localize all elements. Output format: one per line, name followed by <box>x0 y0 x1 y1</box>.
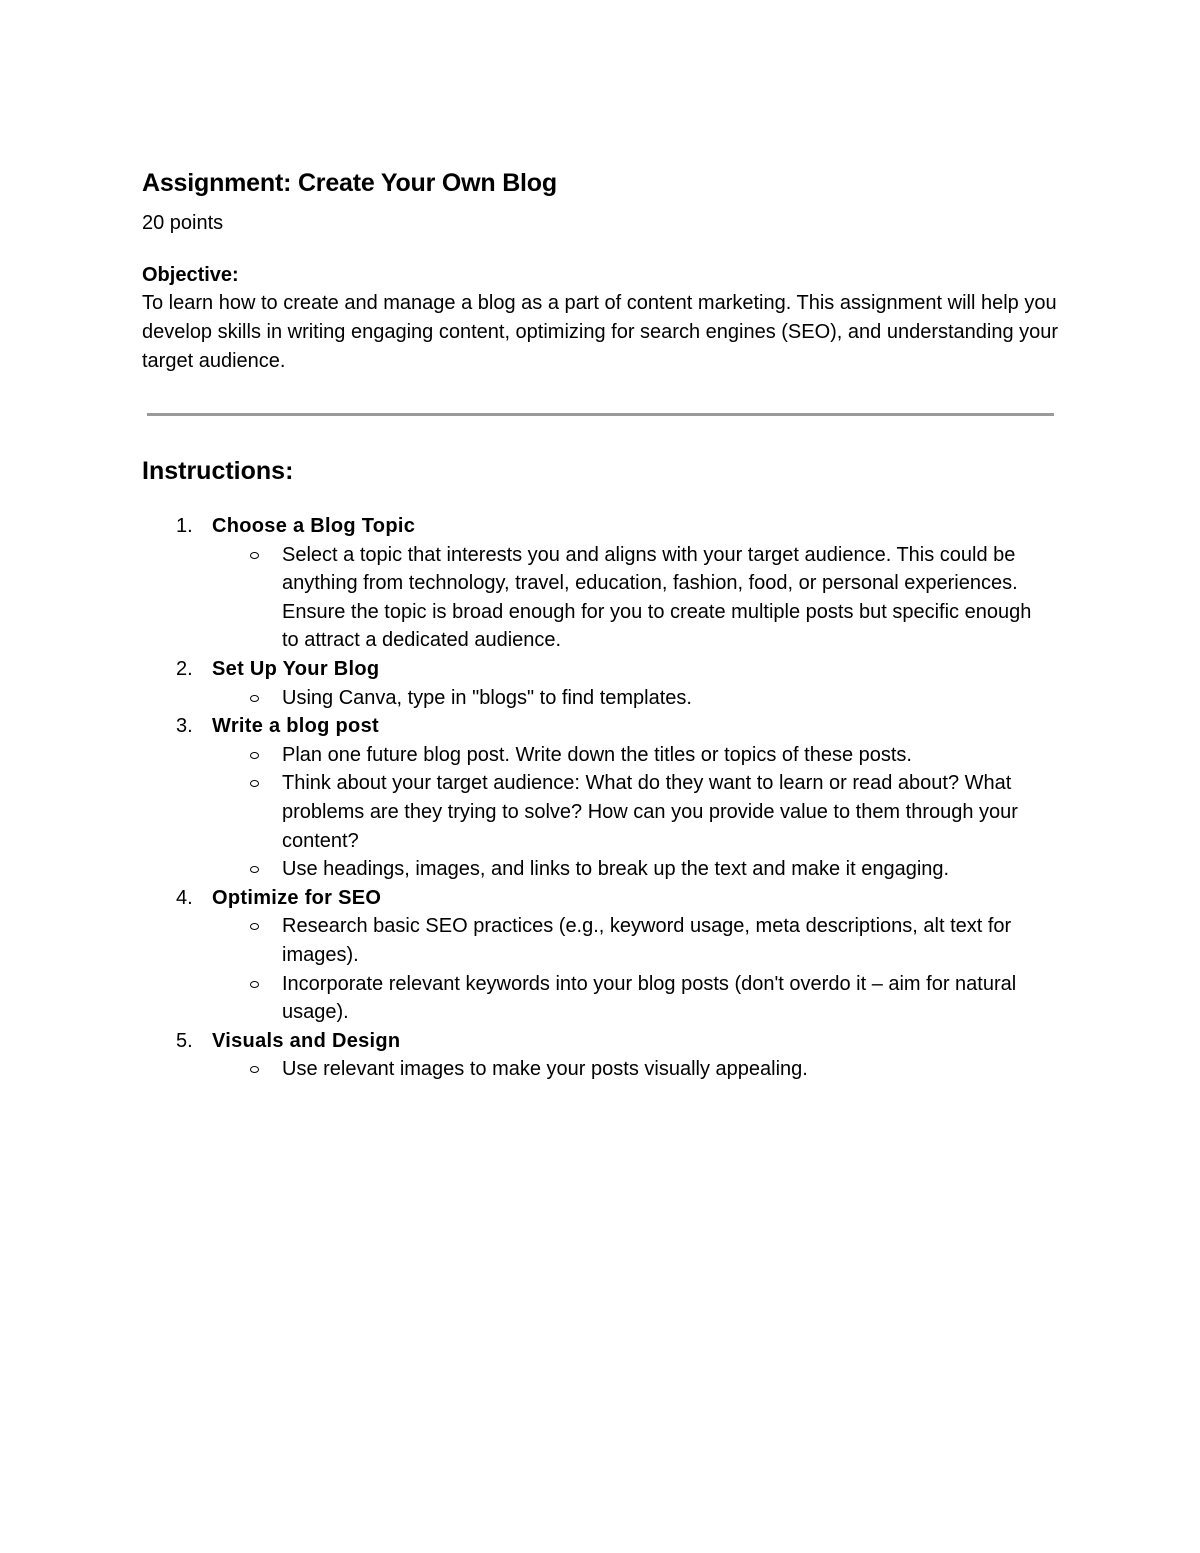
hollow-bullet-icon <box>250 866 259 873</box>
step-title: Choose a Blog Topic <box>212 515 416 537</box>
step-title: Write a blog post <box>212 715 379 738</box>
step-sub-list <box>212 912 1062 1026</box>
step-number: 3. <box>176 715 193 738</box>
sub-item-text: Use relevant images to make your posts visually appealing. <box>282 1058 808 1081</box>
instructions-heading: Instructions: <box>142 457 294 485</box>
sub-list-item <box>212 855 1052 884</box>
hollow-bullet-icon <box>250 695 259 702</box>
instructions-list <box>142 512 1062 1084</box>
horizontal-divider <box>147 413 1054 416</box>
sub-list-item <box>212 1055 1052 1084</box>
document-content <box>142 166 1062 1081</box>
step-title: Optimize for SEO <box>212 886 382 909</box>
points-label: 20 points <box>142 212 224 234</box>
step-item <box>142 884 1062 1027</box>
hollow-bullet-icon <box>250 780 259 787</box>
step-number: 1. <box>176 515 193 537</box>
hollow-bullet-icon <box>250 1066 259 1073</box>
step-number: 4. <box>176 886 193 909</box>
hollow-bullet-icon <box>250 923 259 930</box>
sub-item-text: Research basic SEO practices (e.g., keyword usage, meta descriptions, alt text for images). <box>282 915 1012 966</box>
hollow-bullet-icon <box>250 552 259 559</box>
step-sub-list <box>212 541 1062 655</box>
sub-list-item <box>212 912 1052 969</box>
sub-item-text: Plan one future blog post. Write down the titles or topics of these posts. <box>282 743 912 766</box>
step-sub-list <box>212 741 1062 884</box>
sub-item-text: Using Canva, type in "blogs" to find templates. <box>282 686 692 709</box>
objective-text: To learn how to create and manage a blog as a part of content marketing. This assignment will help you develop skills in writing engaging content, optimizing for search engines (SEO), and understanding your target audience. <box>142 292 1059 372</box>
sub-list-item <box>212 684 1052 713</box>
sub-item-text: Select a topic that interests you and aligns with your target audience. This could be anything from technology, travel, education, fashion, food, or personal experiences. Ensure the topic is broad enough for you to create multiple posts but specific enough to attract a dedicated audience. <box>282 543 1032 652</box>
sub-item-text: Incorporate relevant keywords into your blog posts (don't overdo it – aim for natural usage). <box>282 972 1017 1024</box>
step-sub-list <box>212 1055 1062 1084</box>
step-item <box>142 512 1062 655</box>
objective-heading: Objective: <box>142 264 239 286</box>
step-title: Visuals and Design <box>212 1029 401 1052</box>
hollow-bullet-icon <box>250 752 259 759</box>
step-item <box>142 655 1062 712</box>
step-item <box>142 1027 1062 1084</box>
hollow-bullet-icon <box>250 981 259 988</box>
step-title: Set Up Your Blog <box>212 657 380 680</box>
step-number: 5. <box>176 1029 193 1052</box>
step-sub-list <box>212 684 1062 713</box>
document-title: Assignment: Create Your Own Blog <box>142 169 557 197</box>
sub-list-item <box>212 741 1052 770</box>
sub-list-item <box>212 769 1052 855</box>
sub-list-item <box>212 541 1052 655</box>
sub-list-item <box>212 970 1052 1027</box>
step-number: 2. <box>176 657 193 680</box>
sub-item-text: Use headings, images, and links to break up the text and make it engaging. <box>282 858 950 881</box>
step-item <box>142 712 1062 884</box>
sub-item-text: Think about your target audience: What do they want to learn or read about? What problems are they trying to solve? How can you provide value to them through your content? <box>282 772 1018 852</box>
